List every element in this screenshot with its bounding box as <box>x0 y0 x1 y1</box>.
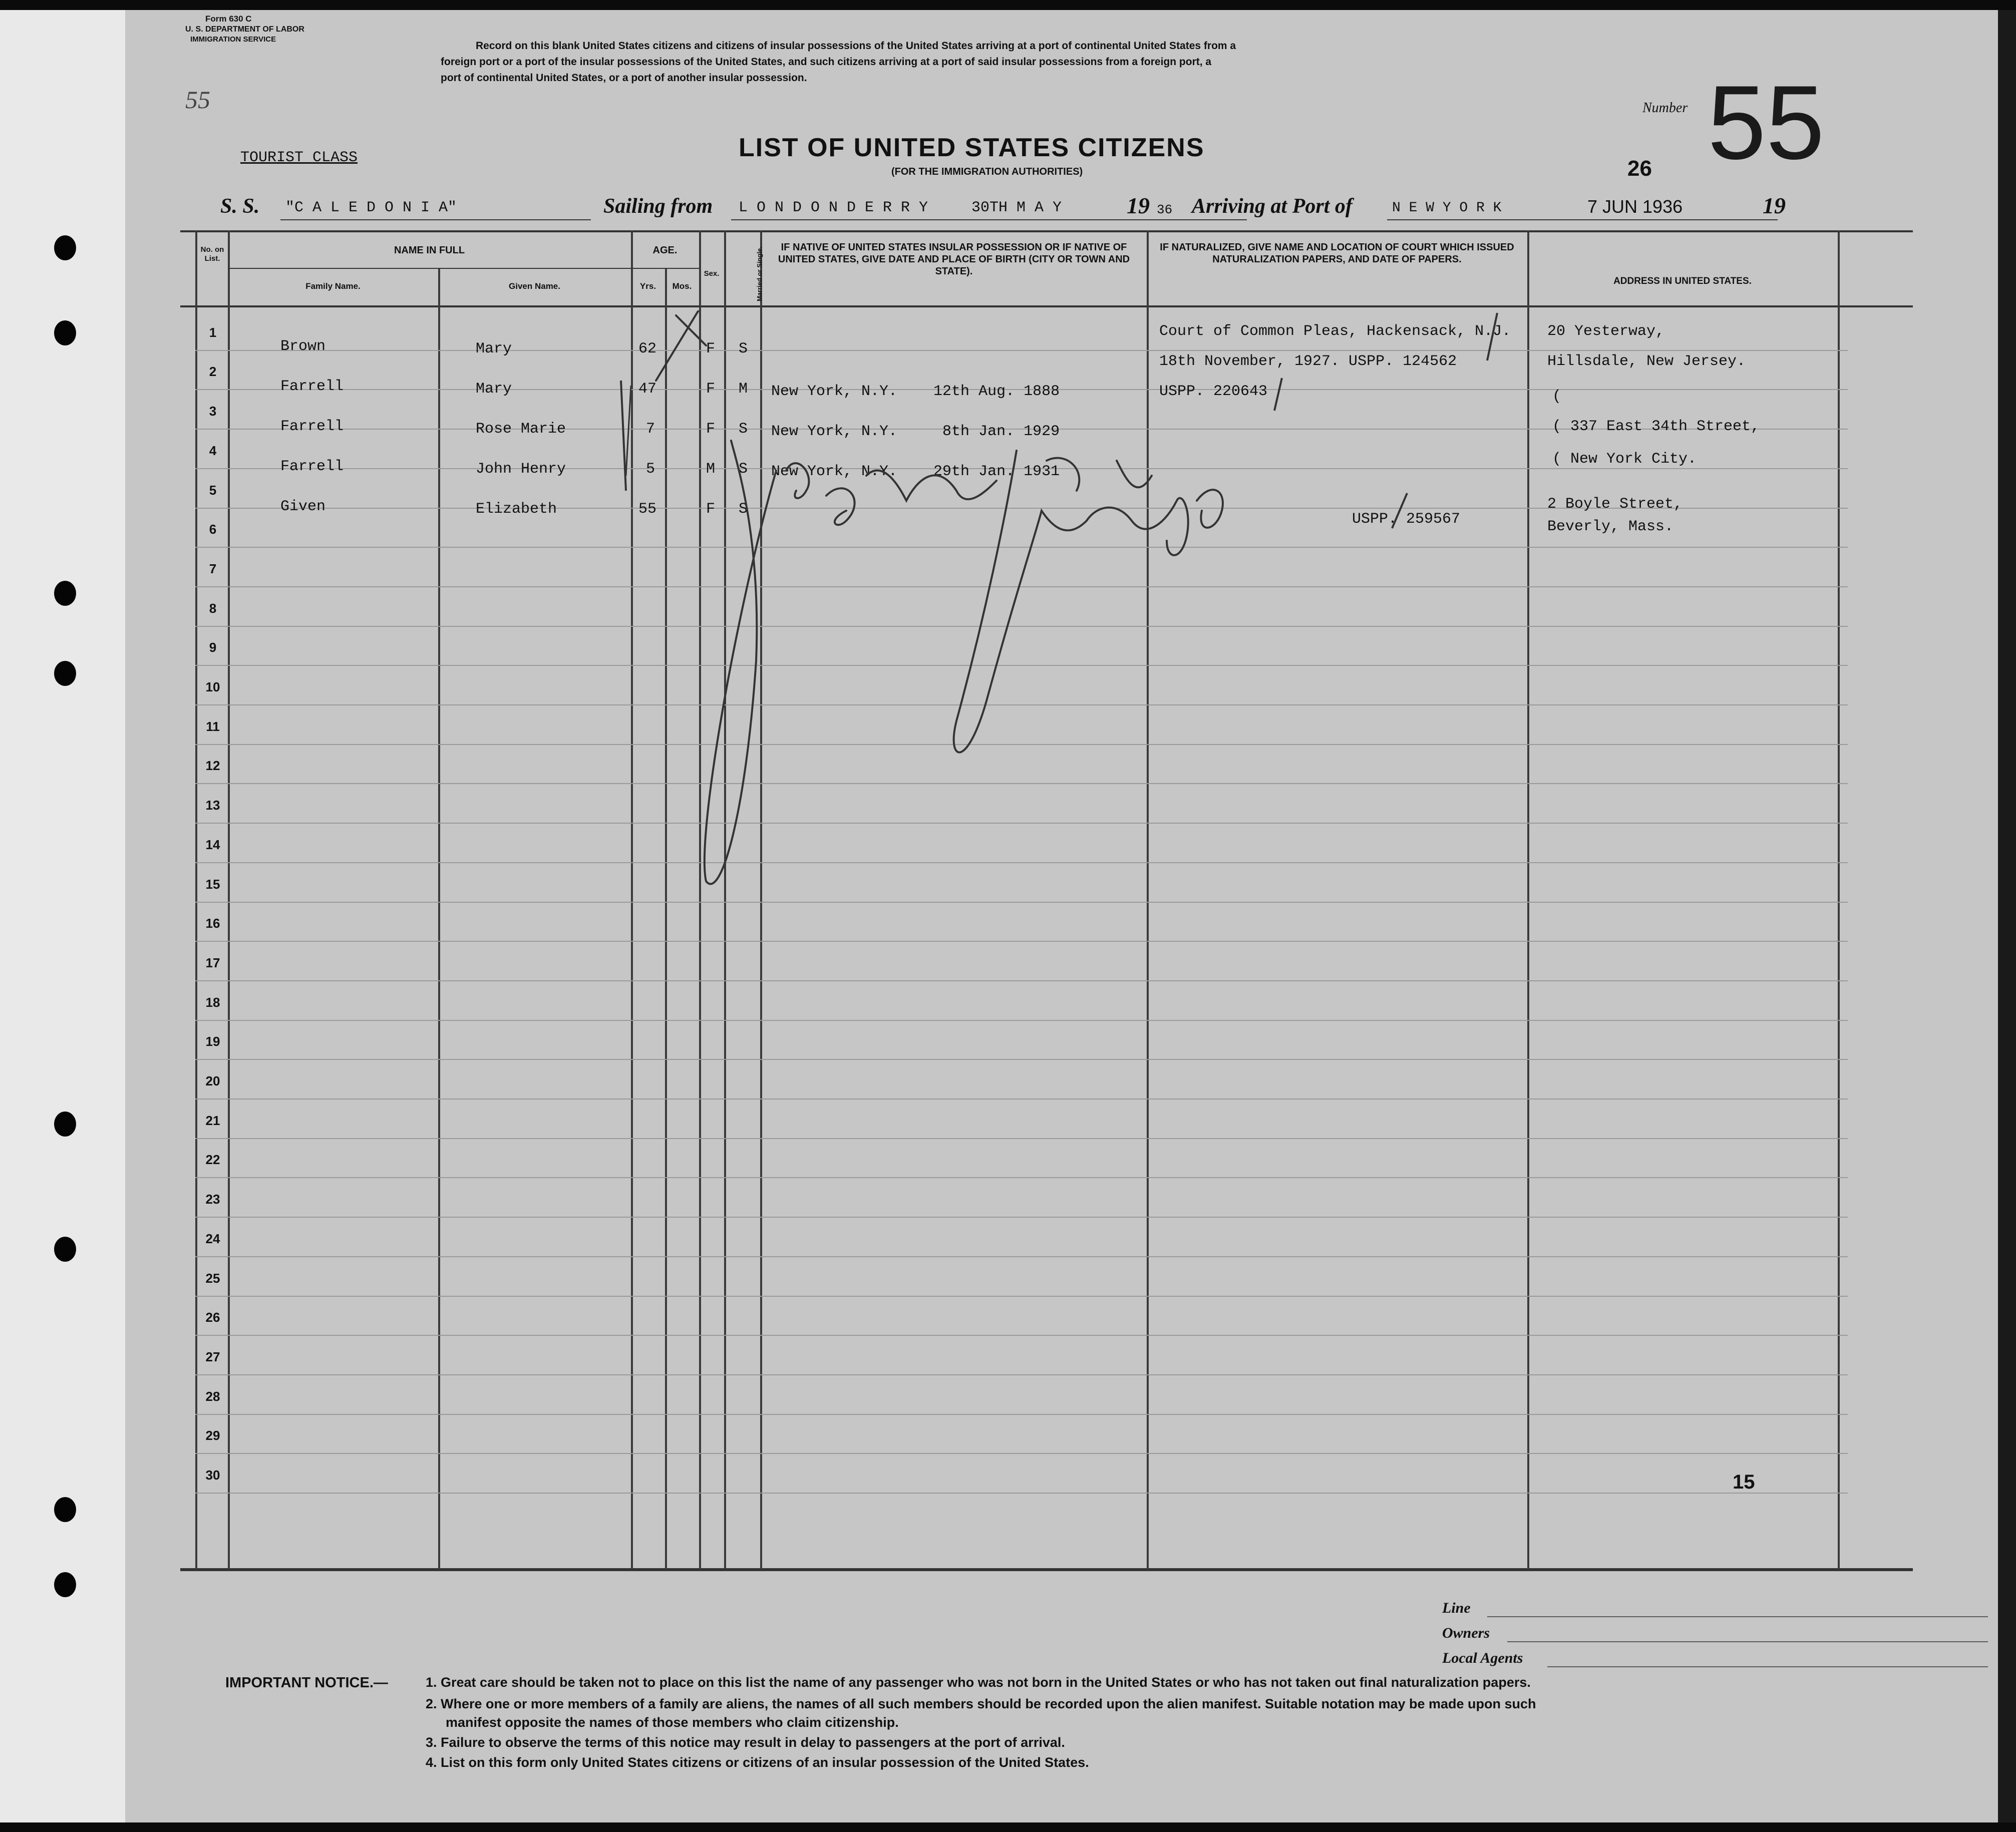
row-rule <box>195 1256 1848 1257</box>
row-rule <box>195 1335 1848 1336</box>
header-name-in-full: NAME IN FULL <box>394 245 465 256</box>
row-number: 21 <box>205 1113 220 1128</box>
sailing-port: L O N D O N D E R R Y <box>739 199 928 216</box>
tick-mark <box>1377 491 1417 531</box>
row-rule <box>195 941 1848 942</box>
row-number: 30 <box>205 1468 220 1483</box>
row-number: 17 <box>205 955 220 970</box>
arrival-date-stamp: 7 JUN 1936 <box>1587 196 1683 217</box>
marital-status: S <box>739 461 748 478</box>
birth-place-date: New York, N.Y. 12th Aug. 1888 <box>771 383 1060 400</box>
number-value: 55 <box>1708 64 1825 181</box>
row-number: 7 <box>209 561 217 576</box>
tick-mark <box>1477 310 1507 365</box>
binder-hole <box>54 1112 76 1137</box>
sex: F <box>706 340 716 357</box>
row-number: 11 <box>206 719 220 734</box>
handwritten-signature <box>636 310 1257 901</box>
address-line-2: Hillsdale, New Jersey. <box>1547 353 1746 370</box>
row-number: 5 <box>209 483 217 498</box>
row-number: 24 <box>205 1231 220 1246</box>
notice-1: 1. Great care should be taken not to place on this list the name of any passenger who was not born in the United States or who has not taken out final naturalization papers. <box>426 1675 1531 1690</box>
given-name: Rose Marie <box>476 421 566 438</box>
row-number: 6 <box>209 522 217 537</box>
bracket-mark <box>611 376 641 496</box>
page-count: 15 <box>1733 1471 1755 1493</box>
row-number: 26 <box>205 1310 220 1325</box>
column-divider <box>228 230 230 1570</box>
row-number: 16 <box>205 916 220 931</box>
class-label: TOURIST CLASS <box>240 149 358 166</box>
row-number: 12 <box>205 758 220 773</box>
row-number: 23 <box>205 1192 220 1207</box>
header-no-on-list: No. on List. <box>200 245 224 263</box>
sailing-date: 30TH M A Y <box>971 199 1062 216</box>
column-divider <box>195 230 197 1570</box>
corner-handwritten-mark: 55 <box>185 86 210 114</box>
row-rule <box>195 1059 1848 1060</box>
right-edge <box>1998 10 2016 1822</box>
sheet-number: 26 <box>1627 156 1652 181</box>
notice-3: 3. Failure to observe the terms of this notice may result in delay to passengers at the port of arrival. <box>426 1735 1065 1750</box>
row-rule <box>195 1177 1848 1178</box>
column-divider <box>1838 230 1840 1570</box>
marital-status: S <box>739 501 748 518</box>
marital-status: M <box>739 381 748 398</box>
sex: F <box>706 381 716 398</box>
naturalization-date: 18th November, 1927. USPP. 124562 <box>1159 353 1457 370</box>
family-name: Farrell <box>280 378 344 395</box>
table-top-border <box>180 230 1913 232</box>
address: ( New York City. <box>1552 451 1697 468</box>
binder-hole <box>54 1572 76 1597</box>
row-number: 8 <box>209 601 217 616</box>
name-subheader-line <box>228 268 631 269</box>
header-family-name: Family Name. <box>305 281 361 291</box>
row-number: 18 <box>205 995 220 1010</box>
notice-2a: 2. Where one or more members of a family are aliens, the names of all such members should be recorded upon the alien manifest. Suitable notation may be made upon such <box>426 1696 1536 1711</box>
given-name: Mary <box>476 340 512 357</box>
row-number: 19 <box>205 1034 220 1049</box>
address: ( <box>1552 388 1562 405</box>
year-suffix: 36 <box>1157 202 1173 217</box>
owners-underline <box>1507 1641 1988 1642</box>
age-years: 55 <box>638 501 657 518</box>
row-rule <box>195 980 1848 981</box>
instruction-line-3: port of continental United States, or a port of another insular possession. <box>441 72 807 84</box>
address: 20 Yesterway, <box>1547 323 1665 340</box>
family-name: Farrell <box>280 418 344 435</box>
marital-status: S <box>739 340 748 357</box>
header-address: ADDRESS IN UNITED STATES. <box>1613 276 1752 286</box>
row-number: 13 <box>205 798 220 813</box>
service-line: IMMIGRATION SERVICE <box>190 35 276 44</box>
family-name: Farrell <box>280 458 344 475</box>
arrival-port: N E W Y O R K <box>1392 200 1502 216</box>
row-number: 15 <box>205 877 220 892</box>
arrival-underline <box>1387 219 1778 220</box>
form-id: Form 630 C <box>205 14 252 24</box>
arrival-year-prefix: 19 <box>1763 193 1786 218</box>
row-number: 25 <box>205 1271 220 1286</box>
header-sex: Sex. <box>704 269 720 278</box>
birth-place-date: New York, N.Y. 29th Jan. 1931 <box>771 463 1060 480</box>
tick-mark <box>1262 376 1292 416</box>
form-title: LIST OF UNITED STATES CITIZENS <box>739 133 1205 162</box>
naturalization-court: USPP. 259567 <box>1352 511 1461 528</box>
header-birth-info: IF NATIVE OF UNITED STATES INSULAR POSSESSION OR IF NATIVE OF UNITED STATES, GIVE DATE AND PLACE OF BIRTH (CITY OR TOWN AND STATE). <box>778 242 1130 277</box>
age-years: 5 <box>646 461 655 478</box>
number-label: Number <box>1642 100 1688 116</box>
sex: F <box>706 501 716 518</box>
department-line: U. S. DEPARTMENT OF LABOR <box>185 25 304 34</box>
row-rule <box>195 1374 1848 1375</box>
ss-label: S. S. <box>220 195 260 218</box>
row-rule <box>195 1414 1848 1415</box>
sailing-label: Sailing from <box>603 195 713 218</box>
instruction-line-1: Record on this blank United States citizens and citizens of insular possessions of the United States arriving at a port of continental United States from a <box>476 40 1236 52</box>
sailing-underline <box>731 219 1247 220</box>
notice-title: IMPORTANT NOTICE.— <box>225 1675 388 1691</box>
address: 2 Boyle Street, <box>1547 496 1683 513</box>
row-number: 3 <box>209 404 217 419</box>
header-bottom-border <box>180 305 1913 307</box>
binder-hole <box>54 235 76 260</box>
given-name: Mary <box>476 381 512 398</box>
owners-label: Owners <box>1442 1625 1490 1641</box>
form-subtitle: (FOR THE IMMIGRATION AUTHORITIES) <box>891 166 1083 177</box>
header-married-single: Married or Single. <box>756 246 763 301</box>
header-age: AGE. <box>652 245 678 256</box>
row-number: 1 <box>209 325 217 340</box>
header-yrs: Yrs. <box>639 281 656 291</box>
age-years: 47 <box>638 381 657 398</box>
local-agents-label: Local Agents <box>1442 1650 1523 1666</box>
row-number: 4 <box>209 443 217 458</box>
ship-underline <box>280 219 591 220</box>
line-underline <box>1487 1616 1988 1617</box>
row-rule <box>195 1217 1848 1218</box>
naturalization-court: USPP. 220643 <box>1159 383 1268 400</box>
row-number: 22 <box>205 1152 220 1167</box>
binder-hole <box>54 1237 76 1262</box>
binding-strip <box>0 10 125 1822</box>
row-number: 29 <box>205 1428 220 1443</box>
birth-place-date: New York, N.Y. 8th Jan. 1929 <box>771 423 1060 440</box>
row-rule <box>195 902 1848 903</box>
given-name: John Henry <box>476 461 566 478</box>
row-rule <box>195 1296 1848 1297</box>
row-number: 28 <box>205 1389 220 1404</box>
binder-hole <box>54 1497 76 1522</box>
notice-2b: manifest opposite the names of those members who claim citizenship. <box>446 1715 899 1730</box>
sex: F <box>706 421 716 438</box>
given-name: Elizabeth <box>476 501 557 518</box>
naturalization-court: Court of Common Pleas, Hackensack, N.J. <box>1159 323 1511 340</box>
row-rule <box>195 1098 1848 1100</box>
row-rule <box>195 1020 1848 1021</box>
header-naturalization: IF NATURALIZED, GIVE NAME AND LOCATION OF COURT WHICH ISSUED NATURALIZATION PAPERS, AND DATE OF PAPERS. <box>1160 242 1514 265</box>
address: ( 337 East 34th Street, <box>1552 418 1760 435</box>
arriving-label: Arriving at Port of <box>1192 195 1353 218</box>
ship-name: "C A L E D O N I A" <box>285 199 457 216</box>
age-years: 7 <box>646 421 655 438</box>
year-prefix: 19 <box>1127 193 1150 218</box>
header-mos: Mos. <box>672 281 692 291</box>
row-rule <box>195 1493 1848 1494</box>
header-given-name: Given Name. <box>509 281 560 291</box>
row-number: 10 <box>205 679 220 694</box>
line-label: Line <box>1442 1600 1471 1616</box>
column-divider <box>1527 230 1529 1570</box>
family-name: Brown <box>280 338 326 355</box>
family-name: Given <box>280 498 326 515</box>
age-subheader-line <box>631 268 699 269</box>
binder-hole <box>54 320 76 345</box>
agents-underline <box>1547 1666 1988 1667</box>
sex: M <box>706 461 716 478</box>
table-bottom-border <box>180 1568 1913 1571</box>
marital-status: S <box>739 421 748 438</box>
row-number: 27 <box>205 1349 220 1364</box>
row-rule <box>195 1453 1848 1454</box>
row-number: 9 <box>209 640 217 655</box>
age-years: 62 <box>638 340 657 357</box>
address-line-2: Beverly, Mass. <box>1547 518 1674 535</box>
binder-hole <box>54 581 76 606</box>
row-number: 14 <box>205 837 220 852</box>
instruction-line-2: foreign port or a port of the insular possessions of the United States, and such citizens arriving at a port of said insular possessions from a foreign port, a <box>441 56 1212 68</box>
row-number: 2 <box>209 364 217 379</box>
row-number: 20 <box>205 1073 220 1088</box>
binder-hole <box>54 661 76 686</box>
manifest-page <box>125 10 1998 1822</box>
notice-4: 4. List on this form only United States citizens or citizens of an insular possession of the United States. <box>426 1755 1089 1770</box>
row-rule <box>195 1138 1848 1139</box>
